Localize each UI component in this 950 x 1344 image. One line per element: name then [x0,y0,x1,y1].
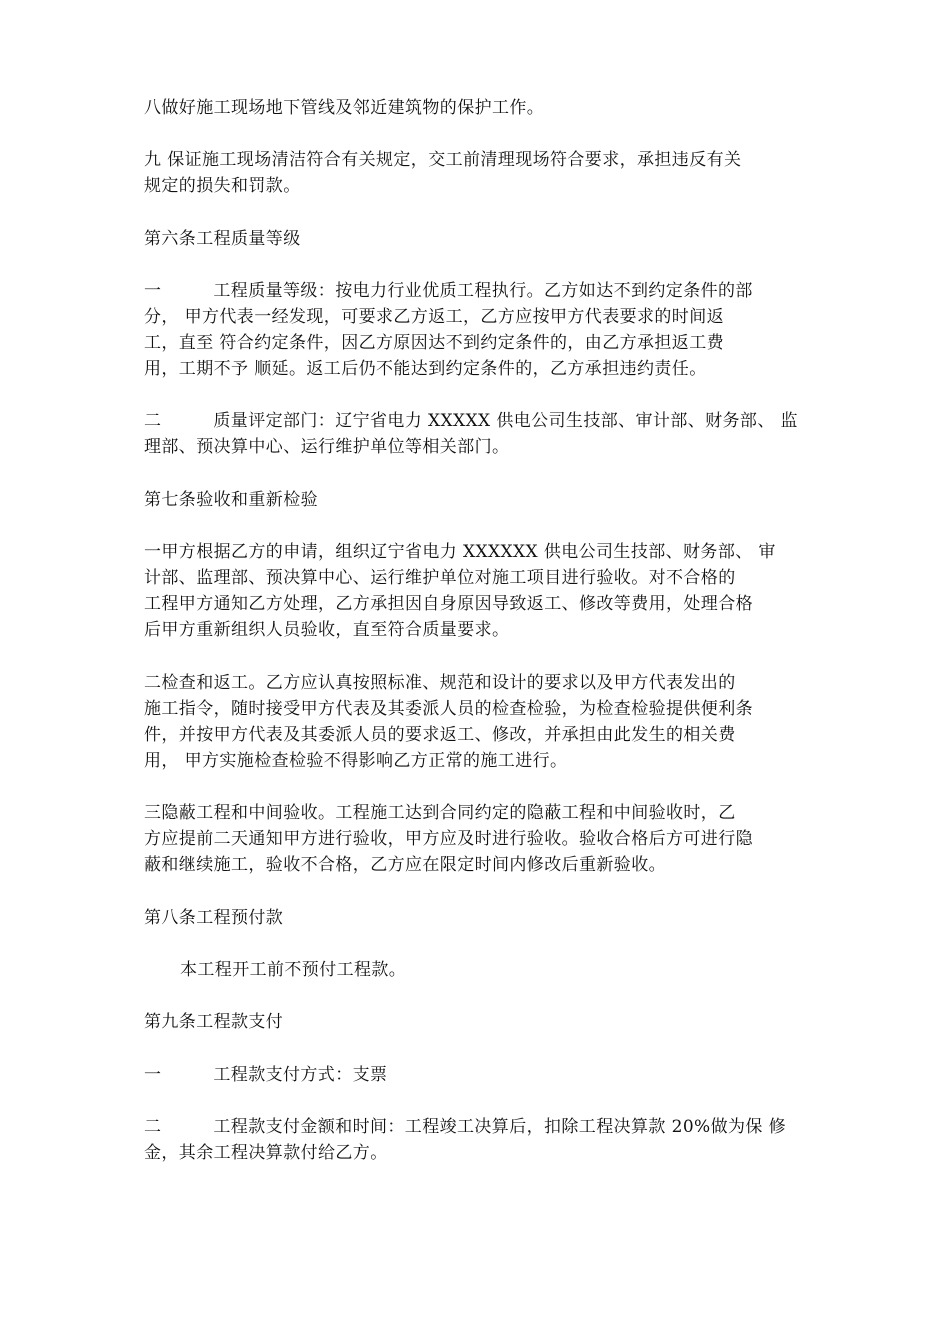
paragraph-line: 蔽和继续施工，验收不合格，乙方应在限定时间内修改后重新验收。 [144,855,666,875]
section-heading: 第八条工程预付款 [144,908,284,928]
paragraph-line: 金，其余工程决算款付给乙方。 [144,1143,388,1163]
paragraph-line: 分， 甲方代表一经发现，可要求乙方返工，乙方应按甲方代表要求的时间返 [144,307,725,327]
paragraph-line: 本工程开工前不预付工程款。 [180,960,407,980]
paragraph-line: 方应提前二天通知甲方进行验收，甲方应及时进行验收。验收合格后方可进行隐 [144,829,753,849]
paragraph-line: 施工指令，随时接受甲方代表及其委派人员的检查检验，为检查检验提供便利条 [144,699,753,719]
section-heading: 第九条工程款支付 [144,1012,284,1032]
item-number: 一 [144,1065,162,1085]
item-number: 二 [144,411,162,431]
paragraph-line: 计部、监理部、预决算中心、运行维护单位对施工项目进行验收。对不合格的 [144,568,736,588]
paragraph-line: 规定的损失和罚款。 [144,176,301,196]
section-heading: 第六条工程质量等级 [144,229,301,249]
item-text: 工程款支付方式：支票 [213,1065,388,1085]
paragraph-line: 用，工期不予 顺延。返工后仍不能达到约定条件的，乙方承担违约责任。 [144,359,707,379]
paragraph-line: 件，并按甲方代表及其委派人员的要求返工、修改，并承担由此发生的相关费 [144,725,736,745]
item-text: 工程款支付金额和时间：工程竣工决算后，扣除工程决算款 20%做为保 修 [213,1117,786,1137]
paragraph-line: 用， 甲方实施检查检验不得影响乙方正常的施工进行。 [144,751,568,771]
paragraph-line: 八做好施工现场地下管线及邻近建筑物的保护工作。 [144,98,545,118]
paragraph-line [144,1114,786,1140]
paragraph-line [144,408,798,434]
paragraph-line: 二检查和返工。乙方应认真按照标准、规范和设计的要求以及甲方代表发出的 [144,673,736,693]
item-text: 质量评定部门：辽宁省电力 XXXXX 供电公司生技部、审计部、财务部、 监 [213,411,798,431]
paragraph-line [144,278,753,304]
item-number: 二 [144,1117,162,1137]
paragraph-line [144,1062,387,1088]
paragraph-line: 工程甲方通知乙方处理，乙方承担因自身原因导致返工、修改等费用，处理合格 [144,594,753,614]
item-text: 工程质量等级：按电力行业优质工程执行。乙方如达不到约定条件的部 [213,281,753,301]
paragraph-line: 九 保证施工现场清洁符合有关规定，交工前清理现场符合要求，承担违反有关 [144,150,742,170]
paragraph-line: 工，直至 符合约定条件，因乙方原因达不到约定条件的，由乙方承担返工费 [144,333,725,353]
paragraph-line: 一甲方根据乙方的申请，组织辽宁省电力 XXXXXX 供电公司生技部、财务部、 审 [144,542,776,562]
paragraph-line: 后甲方重新组织人员验收，直至符合质量要求。 [144,620,510,640]
paragraph-line: 理部、预决算中心、运行维护单位等相关部门。 [144,437,510,457]
item-number: 一 [144,281,162,301]
paragraph-line: 三隐蔽工程和中间验收。工程施工达到合同约定的隐蔽工程和中间验收时，乙 [144,803,736,823]
section-heading: 第七条验收和重新检验 [144,490,318,510]
